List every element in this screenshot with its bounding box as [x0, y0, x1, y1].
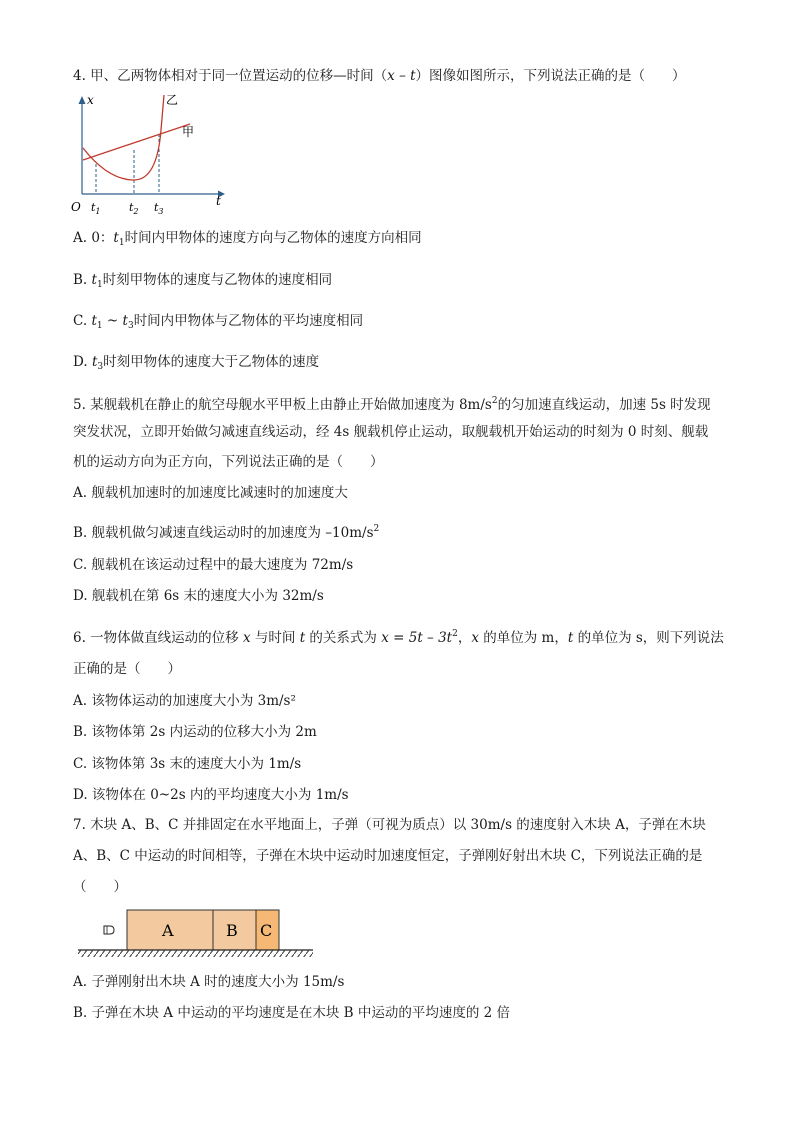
q5-option-d: D. 舰载机在第 6s 末的速度大小为 32m/s: [73, 588, 324, 604]
tick-t2: $t_2$: [129, 201, 139, 215]
q6-option-b: B. 该物体第 2s 内运动的位移大小为 2m: [73, 724, 317, 740]
bullet-icon: [104, 926, 114, 934]
block-b-label: B: [226, 921, 238, 940]
q7-blocks-figure: [78, 906, 318, 962]
axis-label-x: t: [216, 194, 221, 208]
q6-option-c: C. 该物体第 3s 末的速度大小为 1m/s: [73, 756, 302, 772]
q5-stem-line1: 5. 某舰载机在静止的航空母舰水平甲板上由静止开始做加速度为 $8m/s^2$的匀加速直线运动，加速 5s 时发现: [73, 396, 711, 413]
q4-stem: 4. 甲、乙两物体相对于同一位置运动的位移—时间（x – t）图像如图所示，下列说法正确的是（ ）: [73, 68, 686, 84]
q4-xt-graph: [70, 90, 230, 215]
q4-option-c: C. $t_1$ ~ $t_3$时间内甲物体与乙物体的平均速度相同: [73, 313, 364, 331]
origin-label: O: [71, 200, 81, 214]
q6-stem-line2: 正确的是（ ）: [73, 661, 181, 677]
q4-option-b: B. $t_1$时刻甲物体的速度与乙物体的速度相同: [73, 272, 333, 290]
q5-option-c: C. 舰载机在该运动过程中的最大速度为 72m/s: [73, 557, 354, 573]
block-a-label: A: [162, 921, 174, 940]
ground-hatch: [78, 950, 313, 957]
q4-option-a: A. 0：$t_1$时间内甲物体的速度方向与乙物体的速度方向相同: [73, 230, 422, 248]
q7-stem-line1: 7. 木块 A、B、C 并排固定在水平地面上，子弹（可视为质点）以 30m/s 的速度射入木块 A，子弹在木块: [73, 817, 706, 833]
q7-option-b: B. 子弹在木块 A 中运动的平均速度是在木块 B 中运动的平均速度的 2 倍: [73, 1005, 511, 1021]
q6-option-d: D. 该物体在 0~2s 内的平均速度大小为 1m/s: [73, 787, 349, 803]
axis-label-y: x: [87, 93, 94, 107]
block-c-label: C: [260, 921, 273, 940]
q6-option-a: A. 该物体运动的加速度大小为 3m/s²: [73, 693, 296, 709]
tick-t1: $t_1$: [91, 201, 101, 215]
y-axis-arrow: [79, 96, 86, 104]
q5-option-a: A. 舰载机加速时的加速度比减速时的加速度大: [73, 485, 348, 501]
q5-stem-line3: 机的运动方向为正方向，下列说法正确的是（ ）: [73, 454, 384, 470]
q5-stem-line2: 突发状况，立即开始做匀减速直线运动，经 4s 舰载机停止运动，取舰载机开始运动的时刻为 0 时刻、舰载: [73, 424, 709, 440]
q6-stem-line1: 6. 一物体做直线运动的位移 x 与时间 t 的关系式为 $x = 5t - 3t^2$，x 的单位为 m，t 的单位为 s，则下列说法: [73, 629, 724, 646]
q7-stem-line2: A、B、C 中运动的时间相等，子弹在木块中运动时加速度恒定，子弹刚好射出木块 C，下列说法正确的是: [73, 848, 703, 864]
q5-option-b: B. 舰载机做匀减速直线运动时的加速度为 $-10m/s^2$: [73, 524, 380, 541]
q7-stem-line3: （ ）: [73, 879, 127, 895]
q7-option-a: A. 子弹刚射出木块 A 时的速度大小为 15m/s: [73, 974, 345, 990]
tick-t3: $t_3$: [154, 201, 164, 215]
q4-option-d: D. $t_3$时刻甲物体的速度大于乙物体的速度: [73, 354, 320, 372]
curve-label-yi: 乙: [166, 93, 179, 107]
curve-label-jia: 甲: [182, 125, 195, 139]
curve-jia: [83, 124, 190, 160]
